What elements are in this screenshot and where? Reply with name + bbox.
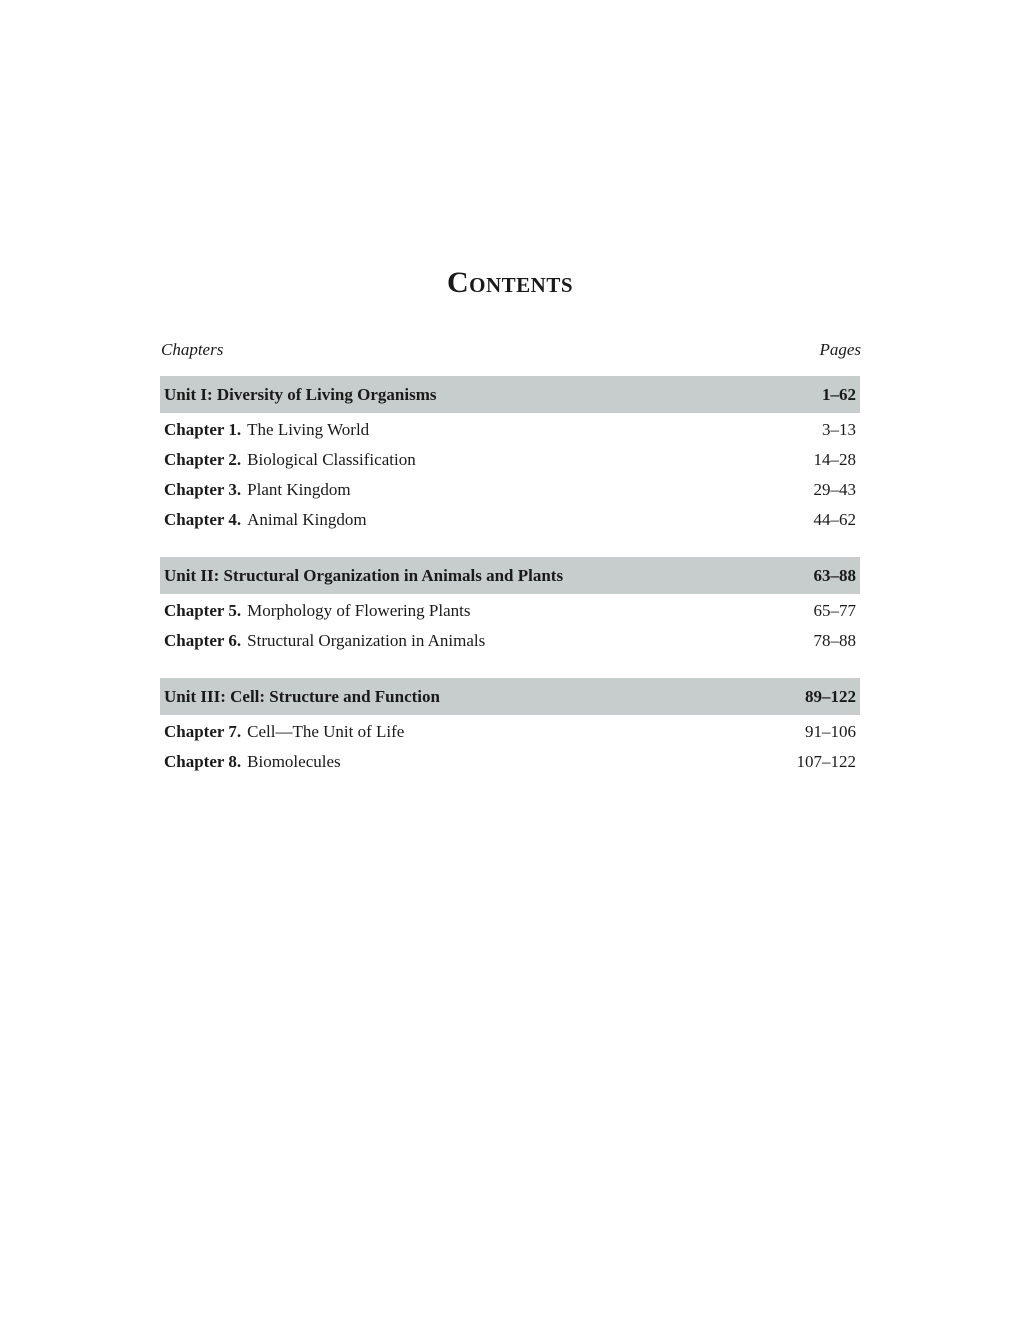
chapter-row[interactable] <box>160 747 860 777</box>
column-headers <box>161 340 861 360</box>
unit-header-row[interactable] <box>160 557 860 594</box>
chapter-title: The Living World <box>247 420 370 439</box>
unit-block <box>160 678 860 777</box>
chapter-title: Animal Kingdom <box>247 510 367 529</box>
unit-title: Unit I: Diversity of Living Organisms <box>164 384 437 404</box>
unit-pages: 1–62 <box>822 384 856 404</box>
chapter-pages: 14–28 <box>813 450 856 469</box>
chapter-pages: 91–106 <box>805 722 856 741</box>
chapter-label: Chapter 5. <box>164 601 242 620</box>
unit-pages: 63–88 <box>813 565 856 585</box>
chapter-row[interactable] <box>160 717 860 747</box>
chapter-entry <box>164 631 485 651</box>
chapter-label: Chapter 1. <box>164 420 242 439</box>
chapter-pages: 107–122 <box>796 752 856 771</box>
chapter-pages: 65–77 <box>813 601 856 620</box>
chapter-row[interactable] <box>160 445 860 475</box>
chapter-pages: 78–88 <box>813 631 856 650</box>
chapter-entry <box>164 601 471 621</box>
chapter-label: Chapter 3. <box>164 480 242 499</box>
chapter-row[interactable] <box>160 626 860 656</box>
chapter-pages: 29–43 <box>813 480 856 499</box>
unit-block <box>160 557 860 656</box>
chapter-entry <box>164 722 404 742</box>
chapter-label: Chapter 7. <box>164 722 242 741</box>
unit-block <box>160 376 860 535</box>
chapter-row[interactable] <box>160 596 860 626</box>
unit-header-row[interactable] <box>160 678 860 715</box>
chapters-column-header: Chapters <box>161 340 224 359</box>
chapter-entry <box>164 752 341 772</box>
unit-pages: 89–122 <box>805 686 856 706</box>
chapter-label: Chapter 4. <box>164 510 242 529</box>
table-of-contents <box>160 376 860 777</box>
page-title: Contents <box>446 266 574 299</box>
chapter-pages: 44–62 <box>813 510 856 529</box>
chapter-label: Chapter 6. <box>164 631 242 650</box>
chapter-entry <box>164 480 351 500</box>
chapter-row[interactable] <box>160 475 860 505</box>
pages-column-header: Pages <box>819 340 861 359</box>
chapter-pages: 3–13 <box>822 420 856 439</box>
chapter-label: Chapter 2. <box>164 450 242 469</box>
unit-title: Unit III: Cell: Structure and Function <box>164 686 440 706</box>
chapter-title: Structural Organization in Animals <box>247 631 486 650</box>
unit-title: Unit II: Structural Organization in Animals and Plants <box>164 565 564 585</box>
chapter-title: Morphology of Flowering Plants <box>247 601 471 620</box>
chapter-title: Biological Classification <box>247 450 416 469</box>
chapter-title: Cell—The Unit of Life <box>247 722 405 741</box>
chapter-entry <box>164 450 416 470</box>
chapter-title: Biomolecules <box>247 752 341 771</box>
unit-header-row[interactable] <box>160 376 860 413</box>
chapter-label: Chapter 8. <box>164 752 242 771</box>
chapter-title: Plant Kingdom <box>247 480 351 499</box>
chapter-row[interactable] <box>160 415 860 445</box>
chapter-row[interactable] <box>160 505 860 535</box>
chapter-entry <box>164 510 367 530</box>
chapter-entry <box>164 420 369 440</box>
